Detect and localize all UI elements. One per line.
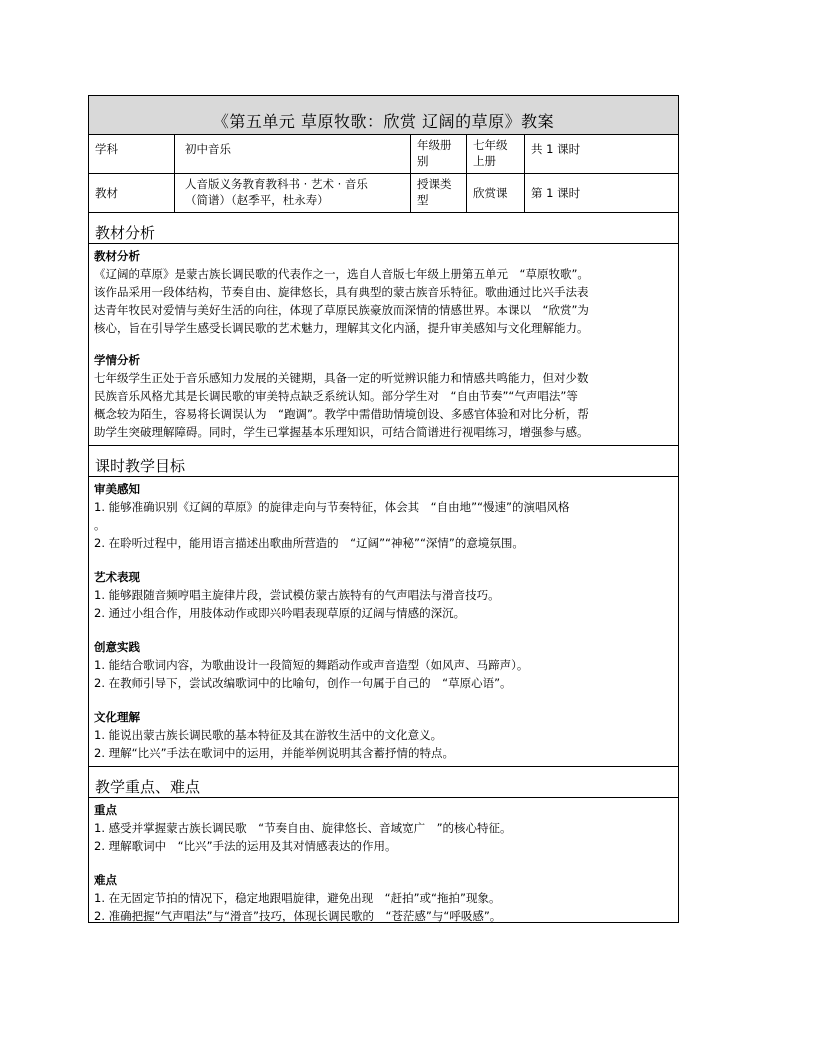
goals-body <box>89 477 678 767</box>
analysis-line: 达青年牧民对爱情与美好生活的向往，体现了草原民族豪放而深情的情感世界。本课以 “欣赏”为 <box>94 303 589 317</box>
goal-item: 1. 能够跟随音频哼唱主旋律片段，尝试模仿蒙古族特有的气声唱法与滑音技巧。 <box>94 588 500 602</box>
goal-item: 2. 理解“比兴”手法在歌词中的运用，并能举例说明其含蓄抒情的特点。 <box>94 746 455 760</box>
learner-analysis-line: 概念较为陌生，容易将长调误认为 “跑调”。教学中需借助情境创设、多感官体验和对比分析，帮 <box>94 407 589 421</box>
title-row <box>89 96 678 135</box>
goal-item: 1. 能说出蒙古族长调民歌的基本特征及其在游牧生活中的文化意义。 <box>94 728 443 742</box>
learner-analysis-line: 民族音乐风格尤其是长调民歌的审美特点缺乏系统认知。部分学生对 “自由节奏”“气声唱法”等 <box>94 389 578 403</box>
goal-item: 1. 能结合歌词内容，为歌曲设计一段简短的舞蹈动作或声音造型（如风声、马蹄声）。 <box>94 658 529 672</box>
goal-aesthetic-title: 审美感知 <box>94 482 140 496</box>
document-title: 《第五单元 草原牧歌：欣赏 辽阔的草原》教案 <box>212 112 555 131</box>
goal-item: 2. 在聆听过程中，能用语言描述出歌曲所营造的 “辽阔”“神秘”“深情”的意境氛围。 <box>94 536 524 550</box>
keypoints-heading: 教学重点、难点 <box>89 767 678 798</box>
goal-item: 1. 能够准确识别《辽阔的草原》的旋律走向与节奏特征，体会其 “自由地”“慢速”的演唱风格 <box>94 500 570 514</box>
grade-value-line1: 七年级 <box>473 138 508 152</box>
key-point-title: 重点 <box>94 803 117 817</box>
difficulty-title: 难点 <box>94 873 117 887</box>
analysis-subheading: 教材分析 <box>94 249 140 263</box>
type-value: 欣赏课 <box>467 174 525 212</box>
grade-label-line1: 年级册 <box>417 138 452 152</box>
goal-creative-title: 创意实践 <box>94 640 140 654</box>
learner-analysis-subheading: 学情分析 <box>94 353 140 367</box>
key-point-item: 1. 感受并掌握蒙古族长调民歌 “节奏自由、旋律悠长、音域宽广 ”的核心特征。 <box>94 821 512 835</box>
goal-item: 。 <box>94 518 106 532</box>
info-row-textbook <box>89 174 678 213</box>
textbook-value-line1: 人音版义务教育教科书 · 艺术 · 音乐 <box>185 177 368 191</box>
difficulty-item: 1. 在无固定节拍的情况下，稳定地跟唱旋律，避免出现 “赶拍”或“拖拍”现象。 <box>94 891 501 905</box>
type-label-cell <box>411 174 467 212</box>
total-hours: 共 1 课时 <box>531 142 581 156</box>
goal-performance-title: 艺术表现 <box>94 570 140 584</box>
textbook-value-line2: （简谱）（赵季平，杜永寿） <box>185 193 329 207</box>
lesson-number: 第 1 课时 <box>531 186 581 200</box>
goal-item: 2. 在教师引导下，尝试改编歌词中的比喻句，创作一句属于自己的 “草原心语”。 <box>94 676 512 690</box>
analysis-line: 该作品采用一段体结构，节奏自由、旋律悠长，具有典型的蒙古族音乐特征。歌曲通过比兴手法表 <box>94 285 589 299</box>
grade-label-line2: 别 <box>417 154 429 168</box>
analysis-heading: 教材分析 <box>89 213 678 244</box>
grade-value-cell <box>467 135 525 173</box>
key-point-item: 2. 理解歌词中 “比兴”手法的运用及其对情感表达的作用。 <box>94 839 397 853</box>
difficulty-item: 2. 准确把握“气声唱法”与“滑音”技巧，体现长调民歌的 “苍茫感”与“呼吸感”。 <box>94 909 502 923</box>
textbook-label: 教材 <box>89 174 175 212</box>
analysis-line: 核心，旨在引导学生感受长调民歌的艺术魅力，理解其文化内涵，提升审美感知与文化理解能力。 <box>94 321 589 335</box>
learner-analysis-line: 助学生突破理解障碍。同时，学生已掌握基本乐理知识，可结合简谱进行视唱练习，增强参与感。 <box>94 425 589 439</box>
learner-analysis-line: 七年级学生正处于音乐感知力发展的关键期，具备一定的听觉辨识能力和情感共鸣能力，但对少数 <box>94 371 589 385</box>
goal-culture-title: 文化理解 <box>94 710 140 724</box>
lesson-plan-table <box>88 95 679 923</box>
info-row-subject <box>89 135 678 174</box>
subject-label: 学科 <box>89 135 175 173</box>
subject-value: 初中音乐 <box>175 135 411 173</box>
keypoints-body <box>89 798 678 929</box>
type-label-line1: 授课类 <box>417 177 452 191</box>
analysis-line: 《辽阔的草原》是蒙古族长调民歌的代表作之一，选自人音版七年级上册第五单元 “草原牧歌”。 <box>94 267 589 281</box>
goals-heading: 课时教学目标 <box>89 446 678 477</box>
grade-label-cell <box>411 135 467 173</box>
grade-value-line2: 上册 <box>473 154 496 168</box>
type-label-line2: 型 <box>417 193 429 207</box>
textbook-value-cell <box>175 174 411 212</box>
analysis-body <box>89 244 678 446</box>
goal-item: 2. 通过小组合作，用肢体动作或即兴吟唱表现草原的辽阔与情感的深沉。 <box>94 606 466 620</box>
